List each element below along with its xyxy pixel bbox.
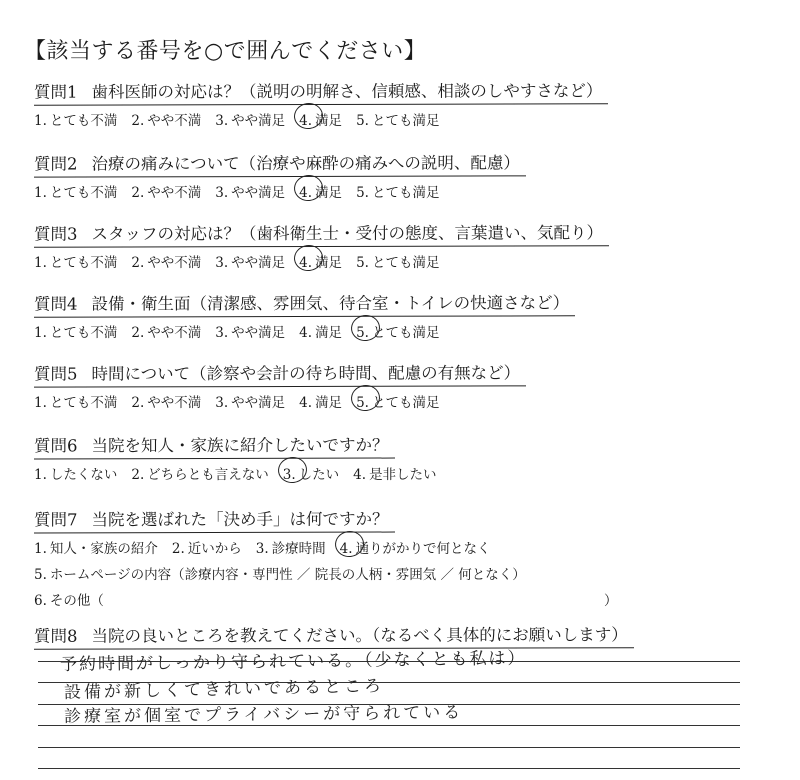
option-5[interactable] <box>356 109 439 129</box>
option-label: 是非したい <box>369 467 437 483</box>
option-3[interactable] <box>215 251 285 271</box>
option-number: 4. <box>299 325 313 341</box>
option-3[interactable] <box>283 463 339 483</box>
question-text: 設備・衛生面（清潔感、雰囲気、待合室・トイレの快適さなど） <box>91 293 570 314</box>
option-3[interactable] <box>215 109 285 129</box>
option-label: やや不満 <box>147 185 202 201</box>
option-2[interactable] <box>131 391 201 411</box>
handwritten-answer-2[interactable]: 設備が新しくてきれいであるところ <box>63 676 385 703</box>
option-number: 4. <box>299 255 313 271</box>
option-number: 5. <box>34 567 47 583</box>
option-3[interactable] <box>256 537 326 557</box>
option-label: 知人・家族の紹介 <box>49 541 158 557</box>
option-number: 5. <box>356 113 369 129</box>
option-number: 2. <box>131 395 145 411</box>
option-4[interactable] <box>299 321 342 341</box>
option-number: 1. <box>34 467 47 483</box>
option-number: 3. <box>215 395 229 411</box>
option-number: 5. <box>356 255 369 271</box>
option-number: 2. <box>131 255 145 271</box>
option-label: とても満足 <box>371 113 440 129</box>
close-paren: ） <box>604 593 618 609</box>
option-label: 満足 <box>315 185 343 201</box>
option-2[interactable] <box>131 251 201 271</box>
option-5[interactable] <box>356 321 439 341</box>
question-5 <box>34 360 774 411</box>
option-number: 3. <box>215 185 229 201</box>
option-number: 4. <box>299 395 313 411</box>
option-3[interactable] <box>215 321 285 341</box>
option-number: 1. <box>34 113 47 129</box>
option-4[interactable] <box>299 181 342 201</box>
option-number: 1. <box>34 185 47 201</box>
option-5[interactable] <box>34 563 526 583</box>
option-label: どちらとも言えない <box>147 467 269 483</box>
question-number: 質問3 <box>34 224 78 244</box>
option-number: 4. <box>299 185 313 201</box>
question-6 <box>34 432 774 483</box>
option-label: とても不満 <box>49 113 118 129</box>
option-number: 1. <box>34 255 47 271</box>
question-4 <box>34 290 774 341</box>
option-1[interactable] <box>34 537 158 557</box>
option-label: やや不満 <box>147 395 202 411</box>
option-number: 3. <box>215 113 229 129</box>
question-number: 質問4 <box>34 294 78 314</box>
option-label: とても不満 <box>49 395 118 411</box>
question-text: 当院を知人・家族に紹介したいですか？ <box>91 435 389 456</box>
option-label: 近いから <box>187 541 242 557</box>
option-row-3 <box>34 589 774 609</box>
option-4[interactable] <box>299 109 342 129</box>
question-2 <box>34 150 774 201</box>
option-5[interactable] <box>356 181 439 201</box>
option-2[interactable] <box>131 109 201 129</box>
option-6[interactable] <box>34 589 104 609</box>
option-4[interactable] <box>340 537 491 557</box>
option-1[interactable] <box>34 181 117 201</box>
question-4-line <box>34 289 575 317</box>
option-number: 3. <box>282 467 296 483</box>
option-2[interactable] <box>131 321 201 341</box>
question-text: スタッフの対応は？（歯科衛生士・受付の態度、言葉遣い、気配り） <box>91 223 603 244</box>
option-label: 通りがかりで何となく <box>355 541 491 557</box>
option-number: 4. <box>299 113 313 129</box>
option-3[interactable] <box>215 181 285 201</box>
option-label: とても満足 <box>371 255 440 271</box>
option-label: やや満足 <box>231 185 286 201</box>
option-number: 1. <box>34 395 47 411</box>
option-2[interactable] <box>131 181 201 201</box>
option-label: とても満足 <box>371 395 440 411</box>
option-3[interactable] <box>215 391 285 411</box>
option-number: 1. <box>34 541 47 557</box>
option-number: 5. <box>356 395 369 411</box>
option-label: 診療時間 <box>271 541 326 557</box>
handwritten-answer-3[interactable]: 診療室が個室でプライバシーが守られている <box>63 702 464 727</box>
answer-line <box>38 748 740 770</box>
question-number: 質問1 <box>34 82 78 102</box>
question-5-line <box>34 359 526 387</box>
question-3 <box>34 220 774 271</box>
option-label: やや不満 <box>147 113 202 129</box>
option-number: 2. <box>131 325 145 341</box>
option-label: 満足 <box>315 395 343 411</box>
question-text: 当院の良いところを教えてください。（なるべく具体的にお願いします） <box>91 625 628 646</box>
option-number: 1. <box>34 325 47 341</box>
option-number: 3. <box>215 255 229 271</box>
option-label: 満足 <box>315 255 343 271</box>
question-text: 歯科医師の対応は？（説明の明解さ、信頼感、相談のしやすさなど） <box>91 81 603 102</box>
option-1[interactable] <box>34 321 117 341</box>
question-2-line <box>34 149 526 177</box>
option-number: 2. <box>171 541 185 557</box>
option-label: 満足 <box>315 325 343 341</box>
option-label: とても不満 <box>49 325 118 341</box>
option-label: やや満足 <box>231 325 286 341</box>
question-text: 当院を選ばれた「決め手」は何ですか？ <box>91 509 389 530</box>
option-row <box>34 537 774 557</box>
question-7 <box>34 506 774 609</box>
option-label: したくない <box>49 467 118 483</box>
option-label: やや満足 <box>231 255 286 271</box>
option-row <box>34 181 774 201</box>
option-label: とても不満 <box>49 185 118 201</box>
question-1 <box>34 78 774 129</box>
option-row <box>34 321 774 341</box>
question-number: 質問7 <box>34 510 78 530</box>
question-7-line <box>34 506 395 534</box>
option-4[interactable] <box>299 391 342 411</box>
option-label: その他（ <box>49 593 104 609</box>
answer-line <box>38 726 740 748</box>
option-number: 3. <box>215 325 229 341</box>
question-number: 質問2 <box>34 154 78 174</box>
option-number: 4. <box>339 541 353 557</box>
option-5[interactable] <box>356 391 439 411</box>
question-text: 治療の痛みについて（治療や麻酔の痛みへの説明、配慮） <box>91 153 520 174</box>
question-1-line <box>34 77 608 106</box>
question-text: 時間について（診察や会計の待ち時間、配慮の有無など） <box>91 363 521 384</box>
option-number: 4. <box>353 467 367 483</box>
option-label: とても満足 <box>371 185 440 201</box>
question-number: 質問5 <box>34 364 78 384</box>
question-number: 質問8 <box>34 626 78 646</box>
option-row <box>34 391 774 411</box>
option-label: やや不満 <box>147 255 202 271</box>
option-label: ホームページの内容（診療内容・専門性 ／ 院長の人柄・雰囲気 ／ 何となく） <box>49 567 526 583</box>
question-number: 質問6 <box>34 436 78 456</box>
question-6-line <box>34 432 395 460</box>
option-label: とても不満 <box>49 255 118 271</box>
option-5[interactable] <box>356 251 439 271</box>
option-2[interactable] <box>172 537 242 557</box>
option-label: とても満足 <box>371 325 440 341</box>
option-number: 5. <box>356 325 369 341</box>
option-label: やや満足 <box>231 113 286 129</box>
option-number: 2. <box>131 467 145 483</box>
option-label: 満足 <box>315 113 343 129</box>
option-1[interactable] <box>34 391 117 411</box>
option-number: 2. <box>131 113 145 129</box>
option-label: やや不満 <box>147 325 202 341</box>
handwritten-answer-1[interactable]: 予約時間がしっかり守られている。（少なくとも私は） <box>59 648 527 675</box>
option-row <box>34 463 774 483</box>
option-number: 6. <box>34 593 47 609</box>
option-4[interactable] <box>353 463 436 483</box>
option-label: したい <box>298 467 340 483</box>
option-2[interactable] <box>131 463 268 483</box>
option-row <box>34 251 774 271</box>
survey-instruction-header: 【該当する番号を○で囲んでください】 <box>24 39 427 64</box>
option-label: やや満足 <box>231 395 286 411</box>
option-1[interactable] <box>34 109 117 129</box>
question-3-line <box>34 219 609 248</box>
option-number: 5. <box>356 185 369 201</box>
option-number: 2. <box>131 185 145 201</box>
option-row-2 <box>34 563 774 583</box>
option-4[interactable] <box>299 251 342 271</box>
option-1[interactable] <box>34 251 117 271</box>
option-1[interactable] <box>34 463 117 483</box>
option-number: 3. <box>255 541 269 557</box>
option-row <box>34 109 774 129</box>
